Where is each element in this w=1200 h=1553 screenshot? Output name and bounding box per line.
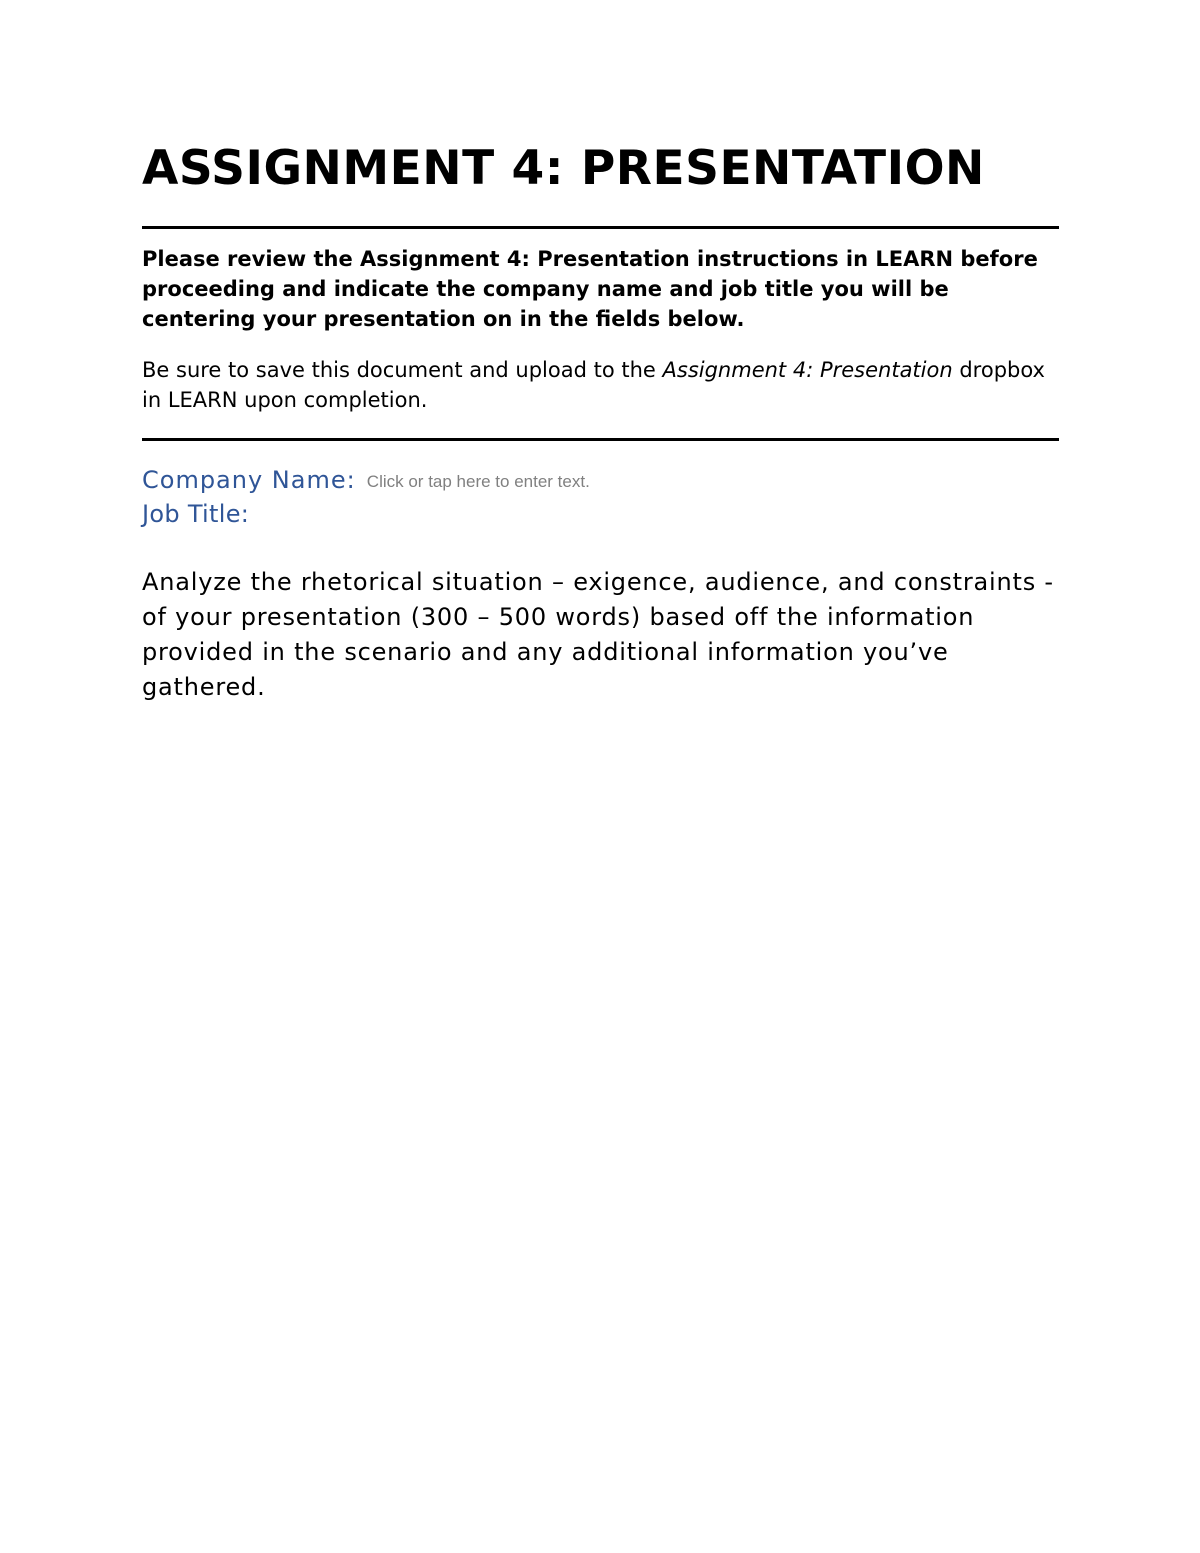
- document-title: ASSIGNMENT 4: PRESENTATION: [142, 141, 985, 196]
- save-note-before: Be sure to save this document and upload to the: [142, 358, 663, 382]
- job-title-field: [142, 497, 249, 531]
- company-name-field: [142, 463, 590, 497]
- company-name-input[interactable]: Click or tap here to enter text.: [366, 472, 590, 491]
- save-note-paragraph: [142, 355, 1059, 415]
- company-name-label: Company Name:: [142, 466, 356, 494]
- job-title-label: Job Title:: [142, 500, 250, 528]
- save-note-emphasis: Assignment 4: Presentation: [662, 358, 953, 382]
- save-note-after: dropbox in LEARN upon completion.: [142, 358, 1045, 412]
- top-divider: [142, 226, 1059, 229]
- bottom-divider: [142, 438, 1059, 441]
- instructions-paragraph: Please review the Assignment 4: Presentation instructions in LEARN before proceeding and indicate the company name and job title you will be centering your presentation on in the fields below.: [142, 247, 1038, 331]
- analysis-prompt: Analyze the rhetorical situation – exigence, audience, and constraints - of your presentation (300 – 500 words) based off the information provided in the scenario and any additional information you’ve gathered.: [142, 568, 1054, 701]
